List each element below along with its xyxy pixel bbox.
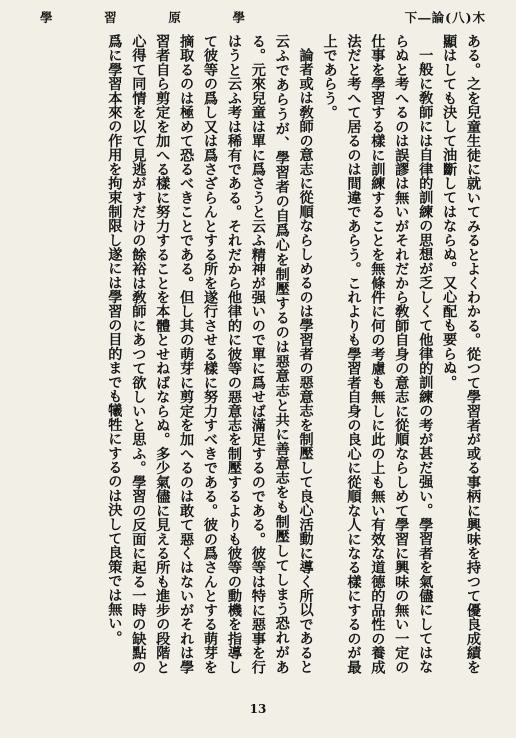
paragraph-2: 一般に敎師には自律的訓練の思想が乏しくて他律的訓練の考が甚だ强い。學習者を氣儘にしてはならぬと考へるのは誤謬は無いがそれだから敎師自身の意志に從順ならしめて學習に興味の無い一定の仕事を學習する樣に訓練することを無條件に何の考慮も無しに此の上も無い有效な道德的品性の養成法だと考へて居るのは間違であらう。これよりも學習者自身の良心に從順な人になる樣にするのが最上であらう。	[321, 34, 434, 674]
running-header	[40, 8, 486, 30]
page-number: 13	[249, 702, 267, 716]
body-text	[46, 34, 484, 674]
paragraph-3: 論者或は敎師の意志に從順ならしめるのは學習者の惡意志を制壓して良心活動に導く所以であると云ふであらうが、學習者の自爲心を制壓するのは惡意志と共に善意志をも制壓してしまう恐れがある。元來兒童は單に爲さうと云ふ精神が强いので單に爲せば滿足するのである。彼等は特に惡事を行はうと云ふ考は稀有である。それだから他律的に彼等の惡意志を制壓するよりも彼等の動機を指導して彼等の爲し又は爲さざらんとする所を遂行させる樣に努力すべきである。彼の爲さんとする萌芽を摘取るのは極めて恐るべきことである。但し其の萌芽に剪定を加へるのは敢て惡くはないがそれは學習者自ら剪定を加へる樣に努力することを本體とせねばならぬ。多少氣儘に見える所も進步の段階と心得て同情を以て見逃がすだけの餘裕は敎師にあつて欲しいと思ふ。學習の反面に起る一時の缺點の爲に學習本來の作用を拘束制限し遂には學習の目的までも犧牲にするのは決して良策では無い。	[106, 34, 314, 674]
header-title-char: 學	[232, 10, 245, 25]
header-title-char: 學	[40, 10, 53, 25]
header-chapter: 下―論(八)木	[404, 10, 486, 25]
header-title-char: 原	[168, 10, 181, 25]
header-title-char: 習	[104, 10, 117, 25]
paragraph-1: ある。之を兒童生徒に就いてみるとよくわかる。從つて學習者が或る事柄に興味を持つて優良成績を顯はしても決して油斷してはならぬ。又心配も要らぬ。	[441, 34, 481, 674]
header-title	[40, 8, 245, 26]
